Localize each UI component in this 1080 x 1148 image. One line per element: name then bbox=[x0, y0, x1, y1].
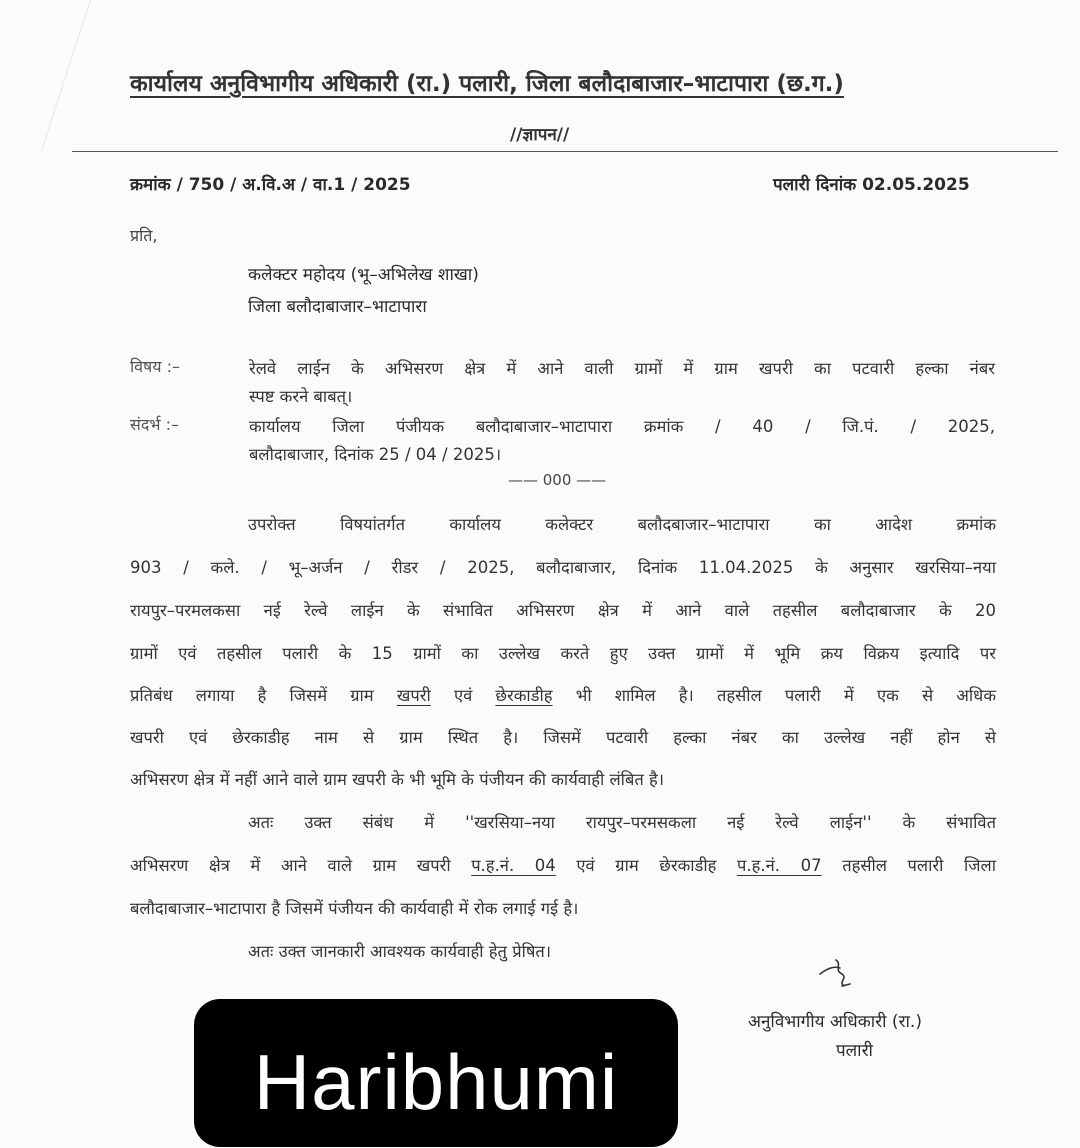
watermark-text: Haribhumi bbox=[253, 1037, 619, 1126]
office-heading: कार्यालय अनुविभागीय अधिकारी (रा.) पलारी, जिला बलौदाबाजार–भाटापारा (छ.ग.) bbox=[130, 71, 844, 97]
signature-scribble bbox=[812, 956, 862, 990]
underlined-village-cherkadih: छेरकाडीह bbox=[495, 686, 553, 705]
body-line: अभिसरण क्षेत्र में नहीं आने वाले ग्राम खपरी के भी भूमि के पंजीयन की कार्यवाही लंबित है। bbox=[130, 770, 665, 789]
memo-label: //ज्ञापन// bbox=[510, 125, 570, 145]
body-line: उपरोक्त विषयांतर्गत कार्यालय कलेक्टर बलौदबाजार–भाटापारा का आदेश क्रमांक bbox=[248, 515, 996, 534]
body-line: अतः उक्त संबंध में ''खरसिया–नया रायपुर–परमसकला नई रेल्वे लाईन'' के संभावित bbox=[248, 813, 996, 832]
reference-number: क्रमांक / 750 / अ.वि.अ / वा.1 / 2025 bbox=[130, 175, 411, 195]
subject-label: विषय :– bbox=[130, 357, 181, 376]
signatory-title: अनुविभागीय अधिकारी (रा.) bbox=[748, 1012, 922, 1032]
body-line: बलौदाबाजार–भाटापारा है जिसमें पंजीयन की कार्यवाही में रोक लगाई गई है। bbox=[130, 899, 579, 918]
watermark-badge bbox=[194, 999, 678, 1147]
body-line: प्रतिबंध लगाया है जिसमें ग्राम खपरी एवं छेरकाडीह भी शामिल है। तहसील पलारी में एक से अधिक bbox=[130, 686, 996, 705]
body-line: अभिसरण क्षेत्र में आने वाले ग्राम खपरी प.ह.नं. 04 एवं ग्राम छेरकाडीह प.ह.नं. 07 तहसील पलारी जिला bbox=[130, 856, 996, 875]
body-line: अतः उक्त जानकारी आवश्यक कार्यवाही हेतु प्रेषित। bbox=[248, 942, 552, 961]
underlined-halka-07: प.ह.नं. 07 bbox=[737, 856, 822, 875]
salutation: प्रति, bbox=[130, 226, 158, 245]
context-line-1: कार्यालय जिला पंजीयक बलौदाबाजार–भाटापारा क्रमांक / 40 / जि.पं. / 2025, bbox=[249, 417, 995, 436]
page-fold-shadow bbox=[0, 0, 91, 150]
recipient-line-1: कलेक्टर महोदय (भू–अभिलेख शाखा) bbox=[248, 265, 479, 285]
recipient-line-2: जिला बलौदाबाजार–भाटापारा bbox=[248, 297, 427, 317]
signatory-place: पलारी bbox=[836, 1041, 873, 1061]
context-line-2: बलौदाबाजार, दिनांक 25 / 04 / 2025। bbox=[249, 445, 502, 464]
section-separator: —— 000 —— bbox=[508, 471, 607, 489]
body-line: 903 / कले. / भू–अर्जन / रीडर / 2025, बलौदाबाजार, दिनांक 11.04.2025 के अनुसार खरसिया–नया bbox=[130, 558, 996, 577]
place-date: पलारी दिनांक 02.05.2025 bbox=[773, 175, 970, 195]
context-label: संदर्भ :– bbox=[130, 415, 180, 434]
subject-line-2: स्पष्ट करने बाबत्। bbox=[249, 387, 353, 406]
body-line: रायपुर–परमलकसा नई रेल्वे लाईन के संभावित अभिसरण क्षेत्र में आने वाले तहसील बलौदाबाजार के 20 bbox=[130, 601, 996, 620]
body-line: ग्रामों एवं तहसील पलारी के 15 ग्रामों का उल्लेख करते हुए उक्त ग्रामों में भूमि क्रय विक्रय इत्यादि पर bbox=[130, 644, 996, 663]
underlined-village-khapri: खपरी bbox=[396, 686, 431, 705]
underlined-halka-04: प.ह.नं. 04 bbox=[471, 856, 556, 875]
header-divider bbox=[72, 151, 1058, 152]
subject-line-1: रेलवे लाईन के अभिसरण क्षेत्र में आने वाली ग्रामों में ग्राम खपरी का पटवारी हल्का नंबर bbox=[249, 359, 995, 378]
body-line: खपरी एवं छेरकाडीह नाम से ग्राम स्थित है। जिसमें पटवारी हल्का नंबर का उल्लेख नहीं होन से bbox=[130, 728, 996, 747]
